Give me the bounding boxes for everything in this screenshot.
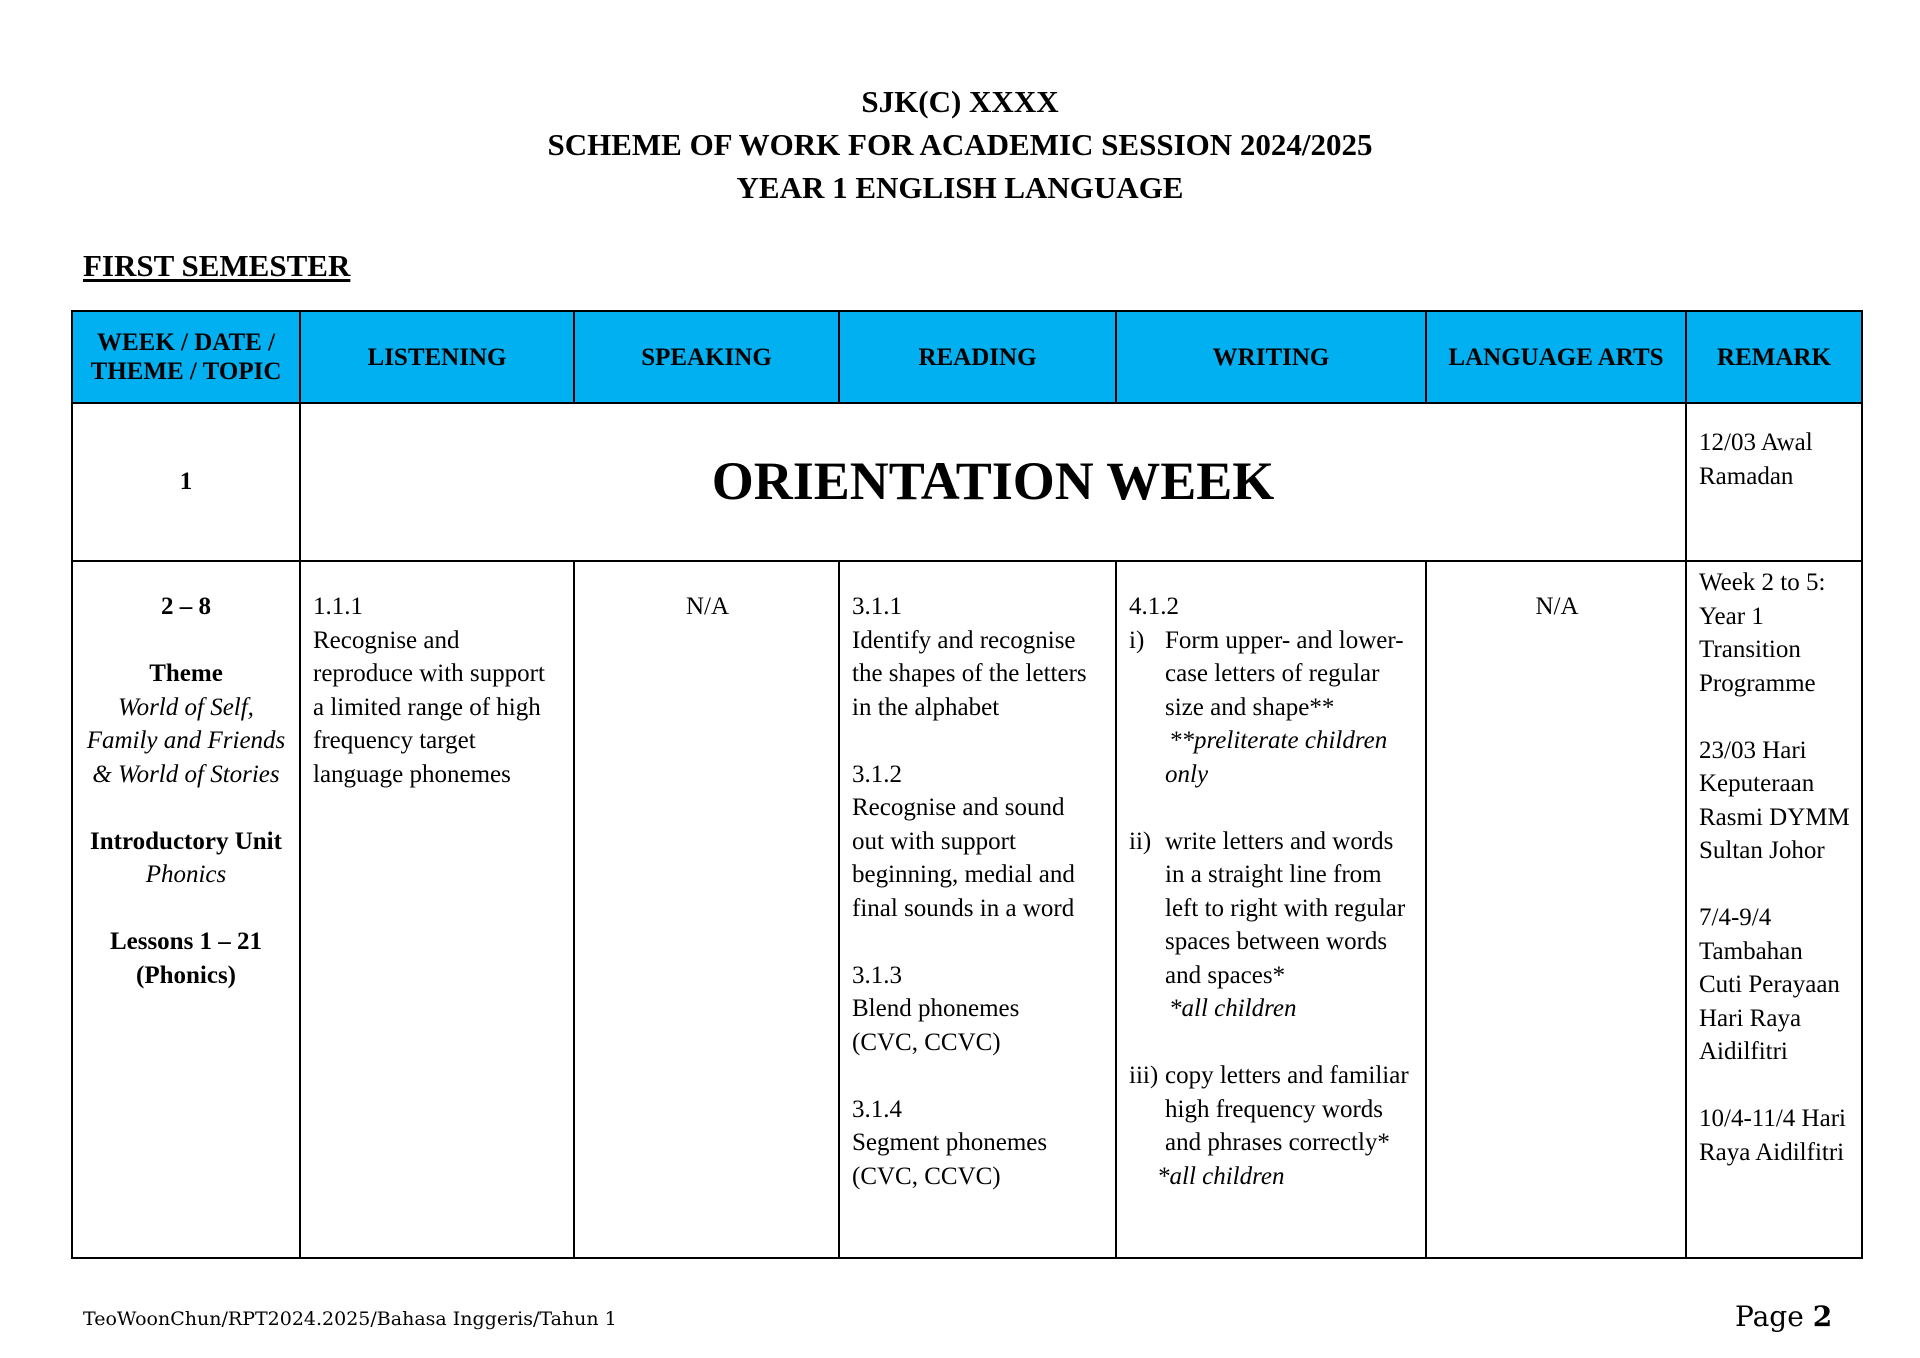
remark-cell: Week 2 to 5: Year 1 Transition Programme 23/03 Hari Keputeraan Rasmi DYMM Sultan Johor 7/4-9/4 Tambahan Cuti Perayaan Hari Raya Aidilfitri 10/4-11/4 Hari Raya Aidilfitri xyxy=(1686,561,1862,1258)
column-header-week: WEEK / DATE / THEME / TOPIC xyxy=(72,311,300,403)
theme-label: Theme xyxy=(149,660,223,687)
theme-line: & World of Stories xyxy=(92,760,280,788)
column-header-listening: LISTENING xyxy=(300,311,574,403)
subject-title: YEAR 1 ENGLISH LANGUAGE xyxy=(736,170,1184,205)
standard-code: 4.1.2 xyxy=(1129,593,1179,620)
table-header-row xyxy=(72,311,1862,403)
standard-code: 1.1.1 xyxy=(313,593,363,620)
document-header xyxy=(0,80,1920,209)
list-item: iii) copy letters and familiar high frequency words and phrases correctly* xyxy=(1129,1062,1409,1156)
speaking-cell: N/A xyxy=(574,561,839,1258)
column-header-remark: REMARK xyxy=(1686,311,1862,403)
table-row xyxy=(72,561,1862,1258)
column-header-reading: READING xyxy=(839,311,1116,403)
theme-line: World of Self, xyxy=(118,693,254,721)
reading-cell: 3.1.1 Identify and recognise the shapes of the letters in the alphabet 3.1.2 Recognise and sound out with support beginning, medial and final sounds in a word 3.1.3 Blend phonemes (CVC, CCVC) 3.1.4 Segment phonemes (CVC, CCVC) xyxy=(839,561,1116,1258)
lessons-line: Lessons 1 – 21 xyxy=(109,928,263,955)
list-item: i) Form upper- and lower- case letters of regular size and shape** xyxy=(1129,626,1404,721)
document-title: SCHEME OF WORK FOR ACADEMIC SESSION 2024/2025 xyxy=(547,127,1373,162)
page-number-value: 2 xyxy=(1812,1300,1833,1333)
footer-source: TeoWoonChun/RPT2024.2025/Bahasa Inggeris/Tahun 1 xyxy=(83,1308,617,1330)
standard-code: 3.1.4 xyxy=(852,1095,902,1123)
scheme-of-work-table xyxy=(71,310,1863,1259)
theme-line: Family and Friends xyxy=(86,727,286,754)
column-header-writing: WRITING xyxy=(1116,311,1426,403)
table-row xyxy=(72,403,1862,561)
page-label: Page xyxy=(1735,1300,1804,1333)
orientation-week-banner: ORIENTATION WEEK xyxy=(300,403,1686,561)
week-theme-cell xyxy=(72,561,300,1258)
language-arts-cell: N/A xyxy=(1426,561,1686,1258)
standard-code: 3.1.1 xyxy=(852,593,902,620)
week-cell: 1 xyxy=(72,403,300,561)
list-item: ii) write letters and words in a straight line from left to right with regular spaces between words and spaces* xyxy=(1129,827,1406,989)
remark-cell: 12/03 Awal Ramadan xyxy=(1686,403,1862,561)
unit-name: Phonics xyxy=(145,861,227,888)
semester-heading: FIRST SEMESTER xyxy=(83,248,351,283)
column-header-speaking: SPEAKING xyxy=(574,311,839,403)
writing-cell: 4.1.2 i) Form upper- and lower- case letters of regular size and shape** **preliterate children only ii) write letters and words in a straight line from left to right with regular spaces between words and spaces* *all children iii) copy letters and familiar high frequency words and phrases correctly* *all children xyxy=(1116,561,1426,1258)
week-range: 2 – 8 xyxy=(161,593,211,620)
column-header-language-arts: LANGUAGE ARTS xyxy=(1426,311,1686,403)
standard-code: 3.1.3 xyxy=(852,961,902,989)
page-number xyxy=(1735,1300,1832,1333)
standard-code: 3.1.2 xyxy=(852,760,902,788)
unit-label: Introductory Unit xyxy=(90,827,282,855)
school-name: SJK(C) XXXX xyxy=(861,84,1059,119)
lessons-line: (Phonics) xyxy=(136,961,236,989)
listening-cell: 1.1.1 Recognise and reproduce with support a limited range of high frequency target language phonemes xyxy=(300,561,574,1258)
